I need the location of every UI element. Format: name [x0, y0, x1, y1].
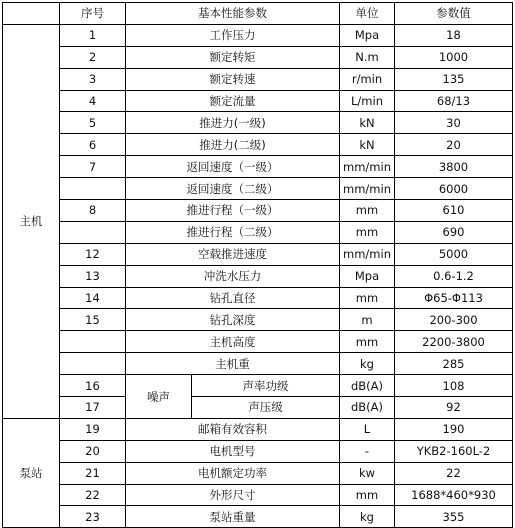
- row-index: 2: [60, 46, 126, 68]
- row-unit: kg: [340, 506, 395, 528]
- header-group-cell: [3, 3, 60, 25]
- row-parameter: 电机额定功率: [126, 462, 340, 484]
- row-parameter: 额定转矩: [126, 46, 340, 68]
- row-unit: mm: [340, 287, 395, 309]
- row-unit: kN: [340, 134, 395, 156]
- row-parameter: 额定流量: [126, 90, 340, 112]
- header-unit: 单位: [340, 3, 395, 25]
- row-unit: kg: [340, 353, 395, 375]
- row-value: 690: [395, 221, 513, 243]
- row-index: 17: [60, 397, 126, 419]
- table-row: [3, 353, 513, 375]
- row-value: Φ65-Φ113: [395, 287, 513, 309]
- header-parameter: 基本性能参数: [126, 3, 340, 25]
- noise-label: 噪声: [126, 375, 192, 419]
- table-row: [3, 24, 513, 46]
- row-parameter: 钻孔深度: [126, 309, 340, 331]
- row-index: 7: [60, 156, 126, 178]
- table-row: [3, 418, 513, 440]
- table-row: [3, 243, 513, 265]
- row-value: 1000: [395, 46, 513, 68]
- table-row: [3, 200, 513, 222]
- row-value: 355: [395, 506, 513, 528]
- row-unit: dB(A): [340, 397, 395, 419]
- row-unit: L/min: [340, 90, 395, 112]
- row-unit: Mpa: [340, 24, 395, 46]
- row-index: 4: [60, 90, 126, 112]
- row-parameter: 额定转速: [126, 68, 340, 90]
- row-index: 13: [60, 265, 126, 287]
- group-pump-station: 泵站: [3, 418, 60, 527]
- row-unit: r/min: [340, 68, 395, 90]
- row-unit: mm/min: [340, 243, 395, 265]
- row-index: [60, 221, 126, 243]
- header-row: [3, 3, 513, 25]
- row-index: 1: [60, 24, 126, 46]
- table-row: [3, 397, 513, 419]
- row-value: 20: [395, 134, 513, 156]
- row-unit: dB(A): [340, 375, 395, 397]
- table-row: [3, 68, 513, 90]
- row-index: 6: [60, 134, 126, 156]
- row-value: YKB2-160L-2: [395, 440, 513, 462]
- row-parameter: 钻孔直径: [126, 287, 340, 309]
- table-row: [3, 90, 513, 112]
- row-index: 22: [60, 484, 126, 506]
- row-index: [60, 353, 126, 375]
- row-unit: N.m: [340, 46, 395, 68]
- row-unit: mm/min: [340, 178, 395, 200]
- group-main-unit: 主机: [3, 24, 60, 418]
- row-value: 5000: [395, 243, 513, 265]
- table-row: [3, 287, 513, 309]
- header-index: 序号: [60, 3, 126, 25]
- spec-table: [2, 2, 513, 528]
- row-index: 12: [60, 243, 126, 265]
- row-parameter: 推进力(二级): [126, 134, 340, 156]
- row-index: 21: [60, 462, 126, 484]
- row-index: 16: [60, 375, 126, 397]
- table-row: [3, 331, 513, 353]
- table-row: [3, 46, 513, 68]
- row-index: 19: [60, 418, 126, 440]
- row-unit: mm: [340, 200, 395, 222]
- table-row: [3, 178, 513, 200]
- row-value: 2200-3800: [395, 331, 513, 353]
- row-value: 610: [395, 200, 513, 222]
- table-row: [3, 462, 513, 484]
- row-parameter: 外形尺寸: [126, 484, 340, 506]
- row-parameter: 返回速度（二级）: [126, 178, 340, 200]
- row-index: 23: [60, 506, 126, 528]
- row-value: 3800: [395, 156, 513, 178]
- row-parameter: 主机高度: [126, 331, 340, 353]
- row-unit: kw: [340, 462, 395, 484]
- row-index: 15: [60, 309, 126, 331]
- row-index: [60, 331, 126, 353]
- row-index: 14: [60, 287, 126, 309]
- row-parameter: 工作压力: [126, 24, 340, 46]
- table-row: [3, 484, 513, 506]
- table-row: [3, 156, 513, 178]
- row-unit: mm: [340, 221, 395, 243]
- table-row: [3, 375, 513, 397]
- row-value: 0.6-1.2: [395, 265, 513, 287]
- row-index: 5: [60, 112, 126, 134]
- row-unit: L: [340, 418, 395, 440]
- row-parameter: 冲洗水压力: [126, 265, 340, 287]
- header-value: 参数值: [395, 3, 513, 25]
- row-parameter: 空载推进速度: [126, 243, 340, 265]
- row-parameter: 声率功级: [192, 375, 340, 397]
- row-index: 8: [60, 200, 126, 222]
- row-index: 3: [60, 68, 126, 90]
- row-unit: kN: [340, 112, 395, 134]
- row-parameter: 推进行程（一级）: [126, 200, 340, 222]
- table-row: [3, 265, 513, 287]
- table-row: [3, 440, 513, 462]
- row-value: 190: [395, 418, 513, 440]
- row-value: 285: [395, 353, 513, 375]
- table-row: [3, 221, 513, 243]
- row-parameter: 主机重: [126, 353, 340, 375]
- row-unit: m: [340, 309, 395, 331]
- row-parameter: 推进行程（二级）: [126, 221, 340, 243]
- table-row: [3, 112, 513, 134]
- row-unit: mm: [340, 484, 395, 506]
- row-index: [60, 178, 126, 200]
- row-unit: mm/min: [340, 156, 395, 178]
- row-unit: Mpa: [340, 265, 395, 287]
- table-row: [3, 134, 513, 156]
- row-value: 200-300: [395, 309, 513, 331]
- table-row: [3, 506, 513, 528]
- row-value: 68/13: [395, 90, 513, 112]
- row-parameter: 电机型号: [126, 440, 340, 462]
- row-value: 6000: [395, 178, 513, 200]
- row-parameter: 推进力(一级): [126, 112, 340, 134]
- row-parameter: 声压级: [192, 397, 340, 419]
- row-unit: mm: [340, 331, 395, 353]
- row-value: 30: [395, 112, 513, 134]
- row-value: 1688*460*930: [395, 484, 513, 506]
- row-index: 20: [60, 440, 126, 462]
- row-value: 135: [395, 68, 513, 90]
- row-value: 18: [395, 24, 513, 46]
- row-unit: -: [340, 440, 395, 462]
- row-parameter: 泵站重量: [126, 506, 340, 528]
- row-value: 108: [395, 375, 513, 397]
- row-parameter: 邮箱有效容积: [126, 418, 340, 440]
- row-value: 92: [395, 397, 513, 419]
- table-row: [3, 309, 513, 331]
- row-parameter: 返回速度（一级）: [126, 156, 340, 178]
- row-value: 22: [395, 462, 513, 484]
